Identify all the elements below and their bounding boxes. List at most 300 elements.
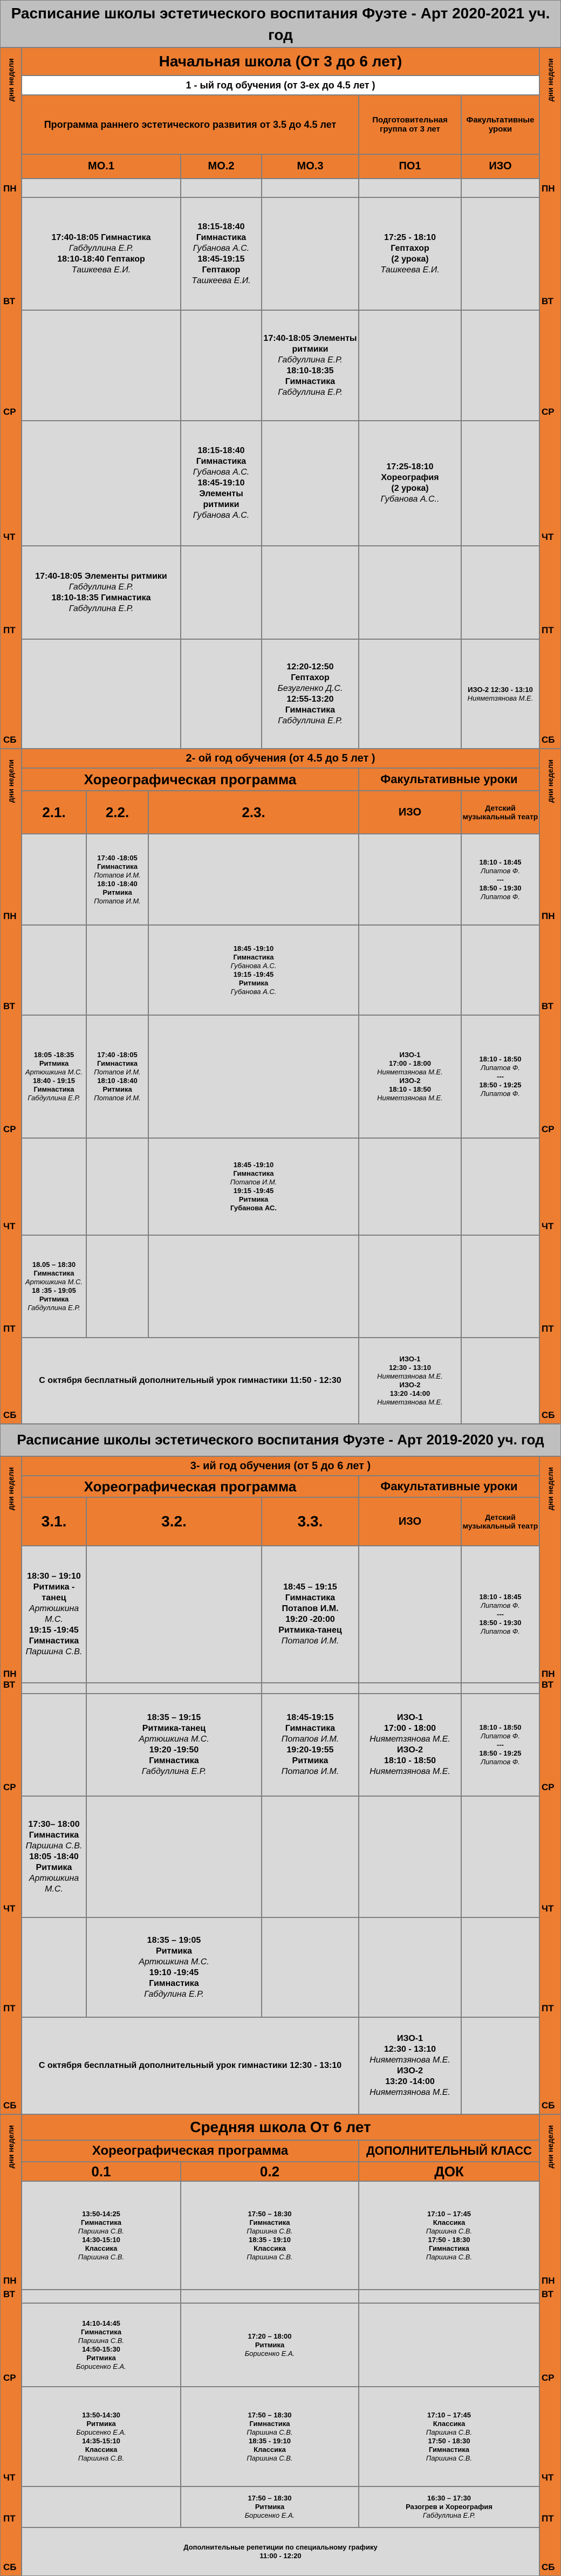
cell-line: Ритмика	[255, 2503, 285, 2511]
schedule-cell	[181, 546, 262, 639]
schedule-cell	[22, 1138, 86, 1235]
cell-line: Ритмика	[102, 1085, 132, 1093]
cell-line: Губанова А.С..	[380, 495, 440, 504]
cell-line: Потапов И.М.	[94, 1094, 141, 1102]
cell-line: Классика	[254, 2244, 286, 2252]
cell-line: Классика	[85, 2244, 118, 2252]
side-label: дни недели	[6, 759, 15, 803]
cell-line: 14:50-15:30	[82, 2345, 120, 2353]
schedule-cell	[359, 1796, 461, 1917]
cell-line: 18:10 - 18:45	[479, 1593, 522, 1601]
side-label: дни недели	[546, 2125, 555, 2169]
cell-line: Паршина С.В.	[426, 2226, 473, 2235]
cell-line: Нияметзянова М.Е.	[377, 1094, 443, 1102]
schedule-cell	[262, 421, 359, 546]
cell-line: Гимнастика	[249, 2218, 290, 2226]
cell-line: Потапов И.М.	[94, 871, 141, 879]
cell-line: Гимнастика	[33, 1269, 74, 1277]
day-label: ПТ	[3, 2513, 16, 2524]
note-cell	[22, 2527, 539, 2576]
cell-line: 18:35 - 19:10	[248, 2235, 291, 2244]
cell-line: Ритмика - танец	[33, 1582, 75, 1602]
cell-line: 11:00 - 12:20	[259, 2552, 302, 2560]
group-header: ДОК	[359, 2162, 539, 2181]
schedule-cell	[86, 1917, 262, 2017]
cell-line: Липатов Ф.	[481, 1758, 520, 1766]
note-cell: С октября бесплатный дополнительный урок гимнастики 11:50 - 12:30	[22, 1338, 359, 1424]
cell-line: ---	[497, 1610, 504, 1618]
program-title: Хореографическая программа	[22, 2140, 359, 2162]
schedule-cell	[181, 2486, 359, 2527]
cell-line: 18:40 - 19:15	[32, 1077, 76, 1085]
cell-line: 18:05 -18:35	[33, 1051, 74, 1059]
cell-line: Гимнастика	[97, 1059, 138, 1067]
cell-line: ИЗО-2 12:30 - 13:10	[468, 685, 533, 694]
cell-line: Габдуллина Е.Р.	[278, 716, 343, 725]
cell-line: Гимнастика	[149, 1756, 199, 1765]
cell-line: Паршина С.В.	[78, 2454, 125, 2462]
cell-line: 16:30 – 17:30	[427, 2494, 471, 2502]
day-label: СБ	[542, 2100, 555, 2111]
cell-line: Артюшкина М.С.	[29, 1604, 79, 1624]
cell-line: Ритмика	[39, 1059, 69, 1067]
cell-line: Губанова А.С.	[230, 961, 277, 970]
cell-line: Губанова А.С.	[193, 243, 250, 253]
cell-line: 19:10 -19:45	[149, 1968, 199, 1977]
cell-line: Артюшкина М.С.	[25, 1068, 83, 1076]
day-label: ПН	[542, 911, 555, 921]
cell-line: Липатов Ф.	[481, 1601, 520, 1609]
day-label: СБ	[542, 735, 555, 745]
cell-line: Гимнастика	[29, 1830, 79, 1840]
cell-line: Гимнастика	[80, 2327, 122, 2336]
day-label: ЧТ	[3, 1903, 16, 1914]
cell-line: Гимнастика	[97, 862, 138, 871]
schedule-cell	[359, 2017, 461, 2114]
cell-line: Паршина С.В.	[25, 1841, 83, 1851]
cell-line: Артюшкина М.С.	[139, 1957, 209, 1967]
cell-line: 18:45 – 19:15	[283, 1582, 337, 1592]
day-label: ЧТ	[3, 2472, 16, 2483]
cell-line: Потапов И.М.	[281, 1636, 339, 1646]
side-label: дни недели	[6, 2125, 15, 2169]
cell-line: ИЗО-1	[397, 1713, 423, 1722]
group-header: 2.2.	[86, 791, 148, 834]
day-label: СР	[542, 2373, 555, 2383]
day-label: СР	[542, 1124, 555, 1134]
cell-line: Паршина С.В.	[426, 2454, 473, 2462]
side-label: дни недели	[546, 58, 555, 102]
cell-line: 17:50 – 18:30	[248, 2209, 292, 2218]
cell-line: Ритмика	[86, 2353, 116, 2362]
cell-line: ---	[497, 1072, 504, 1080]
cell-line: 18:45-19:15 Гептакор	[197, 254, 245, 275]
cell-line: Ритмика	[102, 888, 132, 896]
cell-line: 17:25 - 18:10	[384, 232, 436, 242]
cell-line: 17:50 - 18:30	[428, 2436, 470, 2445]
cell-line: 18:10 - 18:50	[479, 1723, 522, 1731]
cell-line: 17:40-18:05 Элементы ритмики	[263, 333, 357, 354]
cell-line: Артюшкина М.С.	[139, 1735, 209, 1744]
schedule-cell	[22, 2181, 181, 2290]
day-label: ВТ	[542, 2289, 554, 2299]
cell-line: Разогрев и Хореография	[406, 2503, 492, 2511]
day-label: ВТ	[3, 1680, 16, 1690]
cell-line: Артюшкина М.С.	[25, 1278, 83, 1286]
cell-line: 17:00 - 18:00	[384, 1724, 436, 1733]
cell-line: 17:40 -18:05	[97, 1051, 138, 1059]
side-bar-left	[0, 2114, 22, 2576]
group-header: 3.3.	[262, 1497, 359, 1546]
schedule-cell	[22, 639, 181, 749]
cell-line: 18.05 – 18:30	[32, 1260, 76, 1269]
cell-line: Ритмика	[86, 2419, 116, 2428]
cell-line: Липатов Ф.	[481, 1627, 520, 1635]
schedule-cell	[461, 1917, 539, 2017]
cell-line: 18:10 -18:40	[97, 879, 138, 888]
schedule-cell	[86, 1138, 148, 1235]
day-label: ПН	[542, 2276, 555, 2286]
day-label: СР	[3, 2373, 16, 2383]
cell-line: Нияметзянова М.Е.	[377, 1398, 443, 1406]
cell-line: Классика	[433, 2419, 466, 2428]
side-label: дни недели	[6, 58, 15, 102]
day-label: СР	[3, 407, 16, 417]
cell-line: Потапов И.М.	[281, 1767, 339, 1776]
fac-title: Факультативные уроки	[461, 95, 539, 154]
day-label: ПН	[3, 911, 17, 921]
day-label: ЧТ	[3, 532, 16, 542]
schedule-cell	[22, 179, 181, 197]
schedule-cell	[22, 1917, 86, 2017]
cell-line: Гимнастика	[149, 1978, 199, 1988]
cell-line: 18:35 – 19:15	[147, 1713, 201, 1722]
cell-line: 18:10 - 18:45	[479, 858, 522, 866]
cell-line: 17:10 – 17:45	[427, 2410, 471, 2419]
day-label: ВТ	[3, 1001, 16, 1011]
page-title-2: Расписание школы эстетического воспитания Фуэте - Арт 2019-2020 уч. год	[0, 1424, 561, 1456]
cell-line: 17:30– 18:00	[28, 1819, 80, 1829]
cell-line: Дополнительные репетиции по специальному графику	[183, 2543, 378, 2551]
cell-line: 18:10 -18:40	[97, 1077, 138, 1085]
cell-line: Габдуллина Е.Р.	[141, 1767, 207, 1776]
cell-line: Гептахор	[391, 243, 429, 253]
cell-line: Нияметзянова М.Е.	[377, 1068, 443, 1076]
cell-line: Потапов И.М.	[94, 896, 141, 905]
cell-line: ИЗО-2	[397, 2066, 423, 2075]
group-header: 3.1.	[22, 1497, 86, 1546]
schedule-cell	[181, 197, 262, 310]
group-header: ИЗО	[461, 154, 539, 179]
fac-title: Факультативные уроки	[359, 1476, 539, 1497]
group-header: Детский музыкальный театр	[461, 1497, 539, 1546]
cell-line: 17:10 – 17:45	[427, 2209, 471, 2218]
schedule-cell	[262, 1683, 359, 1694]
cell-line: 18:10-18:40 Гептакор	[57, 254, 145, 264]
cell-line: Габдуллина Е.Р.	[422, 2511, 476, 2519]
day-label: ВТ	[542, 1680, 554, 1690]
schedule-cell	[181, 179, 262, 197]
schedule-cell	[86, 1546, 262, 1683]
day-label: ПТ	[542, 2513, 554, 2524]
schedule-cell	[461, 1796, 539, 1917]
schedule-cell	[359, 834, 461, 925]
year-title: 1 - ый год обучения (от 3-ех до 4.5 лет )	[22, 76, 539, 95]
cell-line: Паршина С.В.	[247, 2226, 293, 2235]
cell-line: 19:20 -20:00	[285, 1615, 335, 1624]
side-bar-left	[0, 749, 22, 1424]
day-label: ПТ	[3, 625, 16, 635]
cell-line: Паршина С.В.	[78, 2336, 125, 2345]
day-label: СБ	[3, 2100, 17, 2111]
schedule-cell	[461, 421, 539, 546]
schedule-cell	[359, 421, 461, 546]
cell-line: 12:30 - 13:10	[384, 2045, 436, 2054]
cell-line: 18:10-18:35 Гимнастика	[285, 366, 336, 386]
cell-line: 18:50 - 19:30	[479, 1619, 522, 1627]
side-bar-right	[539, 47, 561, 749]
cell-line: 13:50-14:30	[82, 2410, 120, 2419]
schedule-cell	[359, 310, 461, 421]
day-label: СР	[542, 1782, 555, 1792]
side-label: дни недели	[546, 759, 555, 803]
cell-line: Ритмика	[36, 1862, 72, 1872]
schedule-cell	[461, 546, 539, 639]
schedule-cell	[262, 1917, 359, 2017]
schedule-cell	[262, 310, 359, 421]
cell-line: 18:10 - 18:50	[388, 1085, 432, 1093]
cell-line: ИЗО-1	[399, 1355, 421, 1363]
cell-line: Липатов Ф.	[481, 892, 520, 901]
cell-line: Паршина С.В.	[25, 1647, 83, 1656]
schedule-cell	[359, 639, 461, 749]
schedule-cell	[22, 2387, 181, 2486]
schedule-cell	[359, 1917, 461, 2017]
cell-line: 18:10 - 18:50	[479, 1055, 522, 1063]
schedule-cell	[461, 1235, 539, 1338]
schedule-cell	[86, 1694, 262, 1796]
cell-line: 19:20 -19:50	[149, 1745, 199, 1755]
schedule-cell	[148, 1235, 359, 1338]
page-title: Расписание школы эстетического воспитания Фуэте - Арт 2020-2021 уч. год	[0, 0, 561, 47]
group-header: ИЗО	[359, 1497, 461, 1546]
cell-line: Борисенко Е.А.	[76, 2362, 126, 2371]
cell-line: 18:30 – 19:10	[27, 1572, 81, 1581]
day-label: ПТ	[3, 2003, 16, 2013]
cell-line: Ташкеева Е.И.	[380, 265, 440, 275]
fac-title: Факультативные уроки	[359, 768, 539, 791]
cell-line: 18:45-19:10 Элементы ритмики	[197, 478, 245, 509]
schedule-cell	[461, 179, 539, 197]
schedule-cell	[86, 1683, 262, 1694]
cell-line: Потапов И.М.	[282, 1604, 339, 1613]
day-label: ВТ	[3, 2289, 16, 2299]
day-label: ПН	[542, 183, 555, 194]
day-label: ПН	[3, 1669, 17, 1679]
schedule-cell	[359, 2303, 539, 2387]
day-label: СР	[542, 407, 555, 417]
cell-line: 14:30-15:10	[82, 2235, 120, 2244]
group-header: ПО1	[359, 154, 461, 179]
cell-line: Ритмика-танец	[278, 1626, 342, 1635]
day-label: СБ	[3, 735, 17, 745]
cell-line: Липатов Ф.	[481, 1090, 520, 1098]
cell-line: 18:10-18:35 Гимнастика	[51, 593, 151, 602]
schedule-cell	[461, 1683, 539, 1694]
cell-line: Классика	[433, 2218, 466, 2226]
schedule-cell	[181, 2303, 359, 2387]
cell-line: Габдуллина Е.Р.	[69, 604, 134, 613]
day-label: ЧТ	[542, 1903, 554, 1914]
schedule-cell	[181, 310, 262, 421]
schedule-cell	[181, 639, 262, 749]
schedule-cell	[461, 1138, 539, 1235]
schedule-cell	[359, 1138, 461, 1235]
cell-line: ИЗО-1	[397, 2034, 423, 2043]
cell-line: 13:20 -14:00	[389, 1389, 430, 1397]
schedule-cell	[359, 179, 461, 197]
cell-line: ИЗО-2	[399, 1381, 421, 1389]
day-label: ПТ	[3, 1324, 16, 1334]
schedule-cell	[22, 925, 86, 1015]
cell-line: Нияметзянова М.Е.	[467, 694, 533, 702]
schedule-cell	[359, 546, 461, 639]
cell-line: ИЗО-2	[397, 1745, 423, 1755]
cell-line: 18:50 - 19:25	[479, 1749, 522, 1757]
cell-line: Габдуллина Е.Р.	[69, 582, 134, 592]
cell-line: Паршина С.В.	[247, 2454, 293, 2462]
schedule-cell	[22, 1015, 86, 1138]
cell-line: 17:40-18:05 Элементы ритмики	[35, 571, 167, 581]
schedule-cell	[22, 1683, 86, 1694]
day-label: СБ	[3, 2562, 17, 2572]
cell-line: 18:10 - 18:50	[384, 1756, 436, 1765]
cell-line: 17:50 – 18:30	[248, 2410, 292, 2419]
day-label: СР	[3, 1124, 16, 1134]
cell-line: Габдуллина Е.Р.	[278, 355, 343, 365]
schedule-cell	[22, 310, 181, 421]
day-label: ВТ	[542, 296, 554, 306]
cell-line: 12:55-13:20	[286, 694, 334, 704]
schedule-cell	[181, 2181, 359, 2290]
day-label: ПТ	[542, 1324, 554, 1334]
cell-line: Гимнастика	[233, 953, 274, 961]
schedule-cell	[359, 925, 461, 1015]
group-header: 3.2.	[86, 1497, 262, 1546]
cell-line: 17:50 – 18:30	[248, 2494, 292, 2502]
cell-line: Липатов Ф.	[481, 1732, 520, 1740]
group-header: МО.1	[22, 154, 181, 179]
cell-line: 13:20 -14:00	[385, 2077, 435, 2086]
group-header: ИЗО	[359, 791, 461, 834]
side-label: дни недели	[546, 1467, 555, 1511]
cell-line: 14:35-15:10	[82, 2436, 120, 2445]
schedule-cell	[22, 546, 181, 639]
cell-line: 19:15 -19:45	[29, 1626, 79, 1635]
cell-line: 17:00 - 18:00	[388, 1059, 432, 1067]
program-title: Хореографическая программа	[22, 1476, 359, 1497]
day-label: ВТ	[3, 296, 16, 306]
day-label: ЧТ	[542, 1221, 554, 1231]
cell-line: Ритмика	[292, 1756, 329, 1765]
schedule-cell	[22, 1235, 86, 1338]
schedule-cell	[461, 925, 539, 1015]
cell-line: 17:25-18:10	[386, 462, 434, 471]
cell-line: Паршина С.В.	[78, 2252, 125, 2261]
cell-line: Габдулина Е.Р.	[144, 1989, 204, 1999]
cell-line: Безугленко Д.С.	[277, 683, 343, 693]
group-header: МО.3	[262, 154, 359, 179]
schedule-cell	[22, 2290, 181, 2303]
cell-line: 18:35 - 19:10	[248, 2436, 291, 2445]
cell-line: Гимнастика	[428, 2445, 470, 2454]
cell-line: Ритмика	[238, 978, 269, 987]
section-title: Средняя школа От 6 лет	[22, 2114, 539, 2140]
day-label: ЧТ	[542, 532, 554, 542]
schedule-cell	[86, 834, 148, 925]
cell-line: Габдуллина Е.Р.	[28, 1304, 80, 1312]
day-label: СБ	[542, 2562, 555, 2572]
cell-line: ИЗО-2	[399, 1077, 421, 1085]
day-label: ВТ	[542, 1001, 554, 1011]
cell-line: ---	[497, 1741, 504, 1749]
schedule-cell	[148, 834, 359, 925]
cell-line: Габдуллина Е.Р.	[278, 387, 343, 397]
cell-line: 17:50 - 18:30	[428, 2235, 470, 2244]
cell-line: 18:50 - 19:30	[479, 883, 522, 892]
cell-line: Борисенко Е.А.	[244, 2511, 295, 2519]
schedule-cell	[461, 1546, 539, 1683]
cell-line: Ташкеева Е.И.	[191, 276, 251, 285]
schedule-cell	[148, 925, 359, 1015]
schedule-cell	[262, 546, 359, 639]
day-label: ПН	[3, 183, 17, 194]
schedule-cell	[22, 1546, 86, 1683]
cell-line: 17:20 – 18:00	[248, 2332, 292, 2340]
cell-line: Гимнастика	[29, 1636, 79, 1646]
cell-line: Паршина С.В.	[426, 2252, 473, 2261]
year-title: 3- ий год обучения (от 5 до 6 лет )	[22, 1456, 539, 1476]
cell-line: 18:15-18:40 Гимнастика	[196, 222, 247, 242]
cell-line: Борисенко Е.А.	[76, 2428, 126, 2436]
cell-line: Гимнастика	[233, 1169, 274, 1177]
day-label: ПТ	[542, 2003, 554, 2013]
schedule-cell	[359, 1015, 461, 1138]
cell-line: Ритмика	[39, 1295, 69, 1303]
cell-line: ИЗО-1	[399, 1051, 421, 1059]
schedule-cell	[359, 2290, 539, 2303]
schedule-cell	[181, 421, 262, 546]
cell-line: Нияметзянова М.Е.	[377, 1372, 443, 1380]
schedule-cell	[22, 421, 181, 546]
side-bar-left	[0, 47, 22, 749]
schedule-cell	[359, 197, 461, 310]
cell-line: Нияметзянова М.Е.	[370, 2088, 450, 2097]
group-header: 0.2	[181, 2162, 359, 2181]
cell-line: 14:10-14:45	[82, 2319, 120, 2327]
schedule-cell	[461, 1015, 539, 1138]
cell-line: 18:45 -19:10	[233, 1161, 274, 1169]
day-label: СБ	[3, 1410, 17, 1420]
cell-line: 18:05 -18:40	[29, 1852, 79, 1861]
cell-line: Липатов Ф.	[481, 1064, 520, 1072]
cell-line: 18:35 – 19:05	[147, 1935, 201, 1945]
schedule-cell	[359, 1235, 461, 1338]
cell-line: Артюшкина М.С.	[29, 1873, 79, 1894]
cell-line: Ташкеева Е.И.	[71, 265, 131, 275]
schedule-cell	[359, 1683, 461, 1694]
schedule-cell	[461, 310, 539, 421]
